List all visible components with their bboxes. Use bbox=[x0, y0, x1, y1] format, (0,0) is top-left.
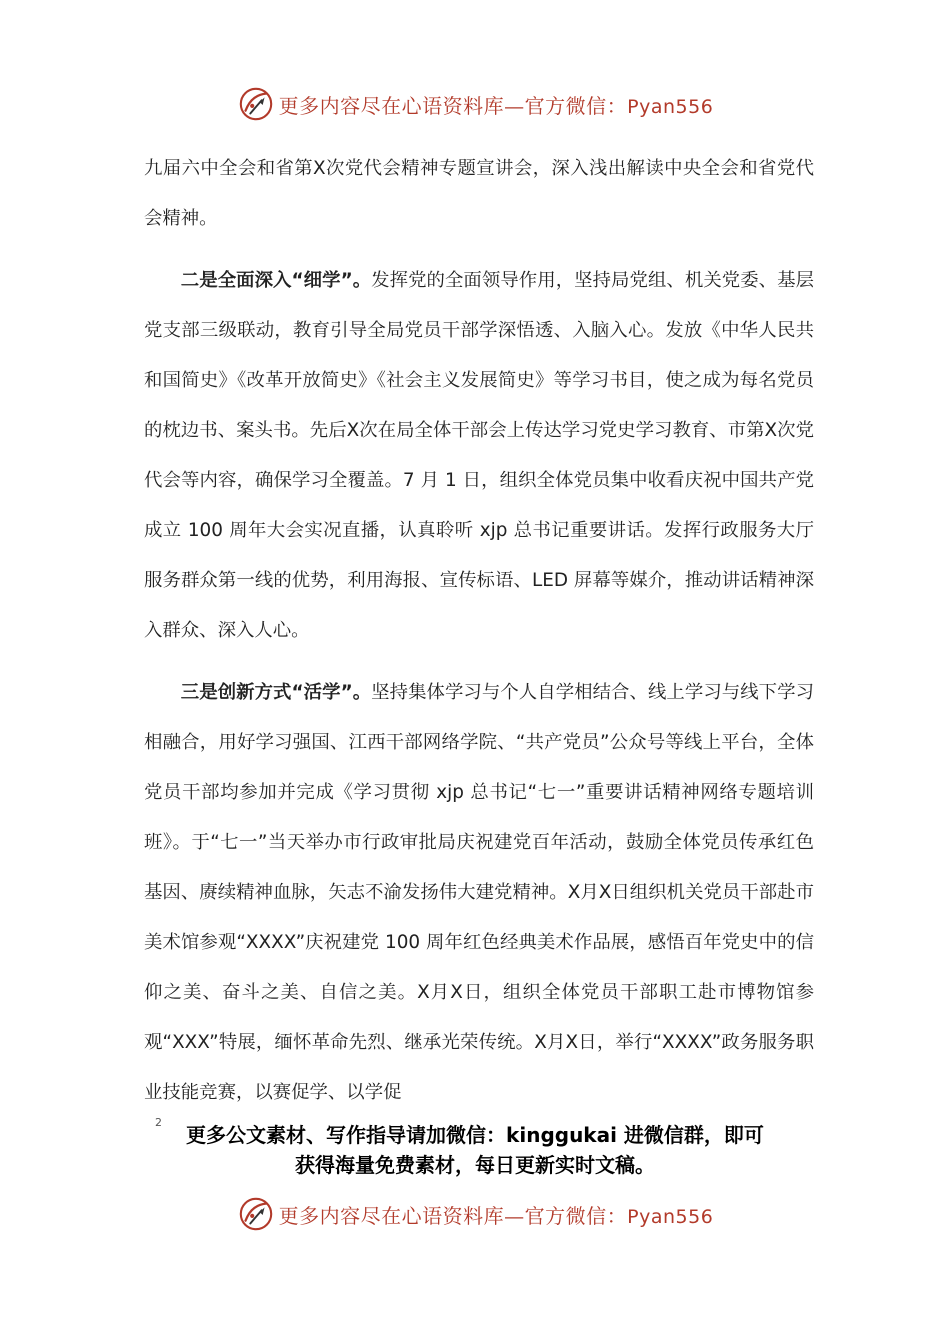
library-logo-icon bbox=[237, 1195, 275, 1233]
watermark-handle: Pyan556 bbox=[627, 1205, 714, 1228]
footer-ad-line-2: 获得海量免费素材，每日更新实时文稿。 bbox=[295, 1153, 655, 1177]
paragraph-text: 发挥党的全面领导作用，坚持局党组、机关党委、基层党支部三级联动，教育引导全局党员干部学深悟透、入脑入心。发放《中华人民共和国简史》《改革开放简史》《社会主义发展简史》等学习书目，使之成为每名党员的枕边书、案头书。先后Ⅹ次在局全体干部会上传达学习党史学习教育、市第Ⅹ次党代会等内容，确保学习全覆盖。7 月 1 日，组织全体党员集中收看庆祝中国共产党成立 100 周年大会实况直播，认真聆听 xjp 总书记重要讲话。发挥行政服务大厅服务群众第一线的优势，利用海报、宣传标语、LED 屏幕等媒介，推动讲话精神深入群众、深入人心。 bbox=[144, 270, 814, 641]
section-heading: 二是全面深入“细学”。 bbox=[180, 270, 372, 291]
paragraph-section-three bbox=[144, 668, 814, 1118]
paragraph-continuation bbox=[144, 144, 814, 244]
paragraph-text: 坚持集体学习与个人自学相结合、线上学习与线下学习相融合，用好学习强国、江西干部网络学院、“共产党员”公众号等线上平台，全体党员干部均参加并完成《学习贯彻 xjp 总书记“七一”重要讲话精神网络专题培训班》。于“七一”当天举办市行政审批局庆祝建党百年活动，鼓励全体党员传承红色基因、赓续精神血脉，矢志不渝发扬伟大建党精神。Ⅹ月Ⅹ日组织机关党员干部赴市美术馆参观“XXXX”庆祝建党 100 周年红色经典美术作品展，感悟百年党史中的信仰之美、奋斗之美、自信之美。Ⅹ月Ⅹ日，组织全体党员干部职工赴市博物馆参观“XXX”特展，缅怀革命先烈、继承光荣传统。Ⅹ月Ⅹ日，举行“XXXX”政务服务职业技能竞赛，以赛促学、以学促 bbox=[144, 682, 814, 1103]
watermark-handle: Pyan556 bbox=[627, 95, 714, 118]
paragraph-section-two bbox=[144, 256, 814, 656]
watermark-text: 更多内容尽在心语资料库—官方微信：Pyan556 bbox=[278, 93, 714, 118]
document-body bbox=[144, 144, 814, 1118]
library-logo-icon bbox=[237, 85, 275, 123]
section-heading: 三是创新方式“活学”。 bbox=[180, 682, 372, 703]
page-number: 2 bbox=[155, 1116, 162, 1129]
footer-ad-line-1: 更多公文素材、写作指导请加微信：kinggukai 进微信群，即可 bbox=[186, 1123, 764, 1147]
paragraph-text: 九届六中全会和省第Ⅹ次党代会精神专题宣讲会，深入浅出解读中央全会和省党代会精神。 bbox=[144, 158, 814, 229]
footer-advertisement bbox=[144, 1120, 806, 1180]
header-watermark bbox=[0, 84, 950, 124]
footer-watermark bbox=[0, 1194, 950, 1234]
watermark-text: 更多内容尽在心语资料库—官方微信：Pyan556 bbox=[278, 1203, 714, 1228]
